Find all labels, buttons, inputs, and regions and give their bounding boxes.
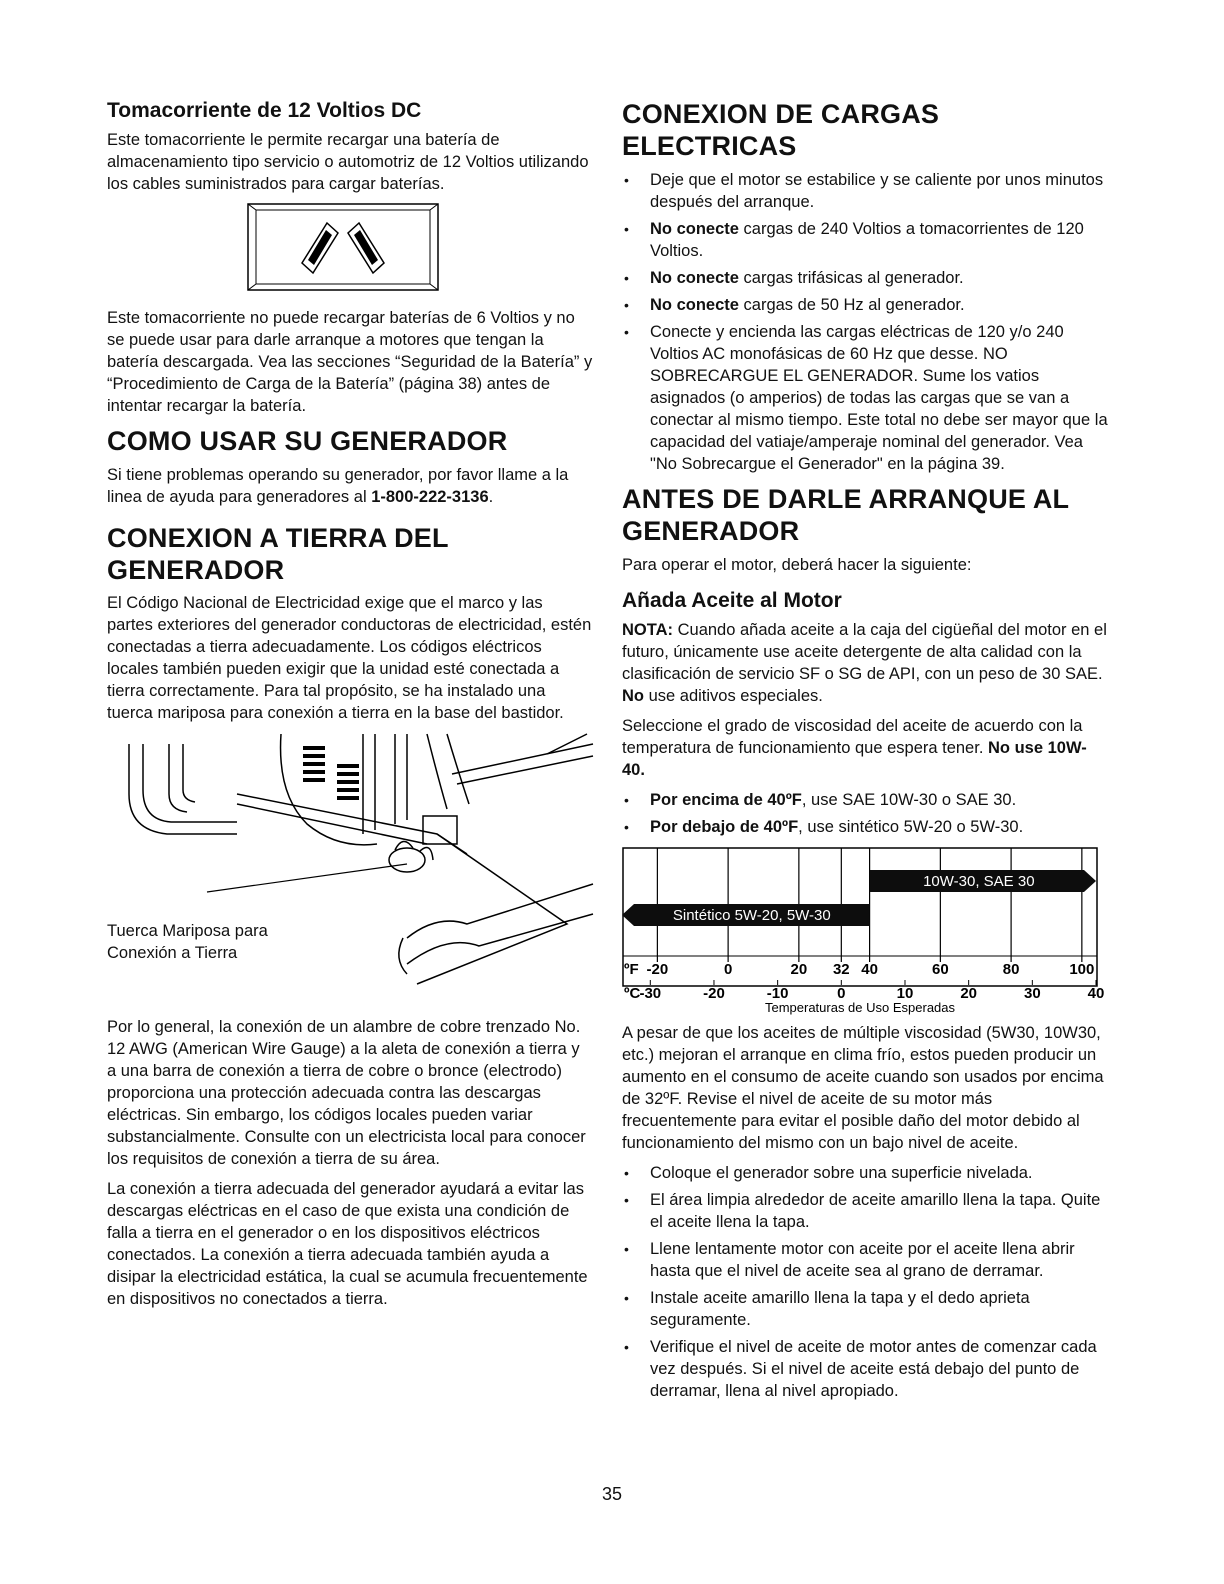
grounding-illustration [107,734,593,1002]
section-title-grounding: CONEXION A TIERRA DEL GENERADOR [107,522,449,585]
grounding-figure-caption: Tuerca Mariposa para Conexión a Tierra [107,922,268,963]
oil-steps-list [622,1162,1108,1402]
paragraph-multi-viscosity: A pesar de que los aceites de múltiple viscosidad (5W30, 10W30, etc.) mejoran el arranque en clima frío, estos pueden producir un aumento en el consumo de aceite cuando son usados por encima de 32ºF. Revise el nivel de aceite de su motor más frecuentemente para evitar el posible daño del motor debido al funcionamiento del mismo con un bajo nivel de aceite. [622,1023,1104,1152]
helpline-phone: 1-800-222-3136 [371,487,489,506]
paragraph-grounding-intro: El Código Nacional de Electricidad exige que el marco y las partes exteriores del generador conductoras de electricidad, estén conectadas a tierra adecuadamente. Los códigos eléctricos locales también pueden exigir que la unidad esté conectada a tierra correctamente. Para tal propósito, se ha instalado una tuerca mariposa para conexión a tierra en la base del bastidor. [107,594,592,723]
fahrenheit-tick-label: 100 [1069,960,1095,978]
celsius-tick-label: -20 [703,984,725,1002]
paragraph-oil-note: NOTA: Cuando añada aceite a la caja del cigüeñal del motor en el futuro, únicamente use aceite detergente de alta calidad con la clasificación de servicio SF o SG de API, con un peso de 30 SAE. No use aditivos especiales. [622,620,1107,705]
list-item: • Coloque el generador sobre una superficie nivelada. [622,1162,1108,1184]
list-item: • El área limpia alrededor de aceite amarillo llena la tapa. Quite el aceite llena la tapa. [622,1189,1108,1233]
paragraph-12v-intro: Este tomacorriente le permite recargar una batería de almacenamiento tipo servicio o automotriz de 12 Voltios utilizando los cables suministrados para cargar baterías. [107,131,589,194]
list-item: • Verifique el nivel de aceite de motor antes de comenzar cada vez después. Si el nivel de aceite está debajo del punto de derramar, llena al nivel apropiado. [622,1336,1108,1402]
oil-viscosity-chart [622,846,1105,1016]
chart-bar-label: Sintético 5W-20, 5W-30 [672,906,831,924]
fahrenheit-tick-label: 60 [932,960,949,978]
fahrenheit-tick-label: -20 [646,960,669,978]
paragraph-12v-limits: Este tomacorriente no puede recargar baterías de 6 Voltios y no se puede usar para darle arranque a motores que tengan la batería descargada. Vea las secciones “Seguridad de la Batería” y “Procedimiento de Carga de la Batería” (página 38) antes de intentar recargar la batería. [107,309,593,416]
fahrenheit-tick-label: 32 [832,960,850,978]
paragraph-grounding-benefits: La conexión a tierra adecuada del generador ayudará a evitar las descargas eléctricas en el caso de que exista una condición de falla a tierra en el generador o en los dispositivos eléctricos conectados. La conexión a tierra adecuada también ayuda a disipar la electricidad estática, la cual se acumula frecuentemente en dispositivos no conectados a tierra. [107,1180,588,1309]
fahrenheit-tick-label: 0 [723,960,733,978]
viscosity-chart-svg [622,846,1105,1016]
celsius-tick-label: -30 [639,984,662,1002]
left-column [107,98,593,1318]
paragraph-grounding-wire: Por lo general, la conexión de un alambre de cobre trenzado No. 12 AWG (American Wire Gauge) a la aleta de conexión a tierra y a una barra de conexión a tierra de cobre o bronce (electrodo) proporciona una protección adecuada contra las descargas eléctricas. Sin embargo, los códigos locales pueden variar substancialmente. Consulte con un electricista local para conocer los requisitos de conexión a tierra de su área. [107,1018,586,1169]
temperature-bullet-list [622,789,1108,838]
paragraph-before-starting: Para operar el motor, deberá hacer la siguiente: [622,555,972,574]
celsius-tick-label: 30 [1023,984,1041,1002]
section-title-add-oil: Añada Aceite al Motor [622,588,842,612]
celsius-tick-label: 10 [896,984,914,1002]
list-item: • No conecte cargas de 50 Hz al generador. [622,294,1108,316]
celsius-tick-label: -10 [766,984,789,1002]
list-item: • Deje que el motor se estabilice y se caliente por unos minutos después del arranque. [622,169,1108,213]
paragraph-viscosity: Seleccione el grado de viscosidad del aceite de acuerdo con la temperatura de funcionamiento que espera tener. No use 10W-40. [622,716,1087,779]
paragraph-helpline: Si tiene problemas operando su generador, por favor llame a la linea de ayuda para generadores al 1-800-222-3136. [107,465,569,506]
list-item: • Instale aceite amarillo llena la tapa y el dedo aprieta seguramente. [622,1287,1108,1331]
list-item: • No conecte cargas trifásicas al generador. [622,267,1108,289]
list-item: • Conecte y encienda las cargas eléctricas de 120 y/o 240 Voltios AC monofásicas de 60 Hz que desse. NO SOBRECARGUE EL GENERADOR. Sume los vatios asignados (o amperios) de todas las cargas que se van a conectar al mismo tiempo. Este total no debe ser mayor que la capacidad del vatiaje/amperaje nominal del generador. Vea "No Sobrecargue el Generador" en la página 39. [622,321,1108,475]
list-item: • No conecte cargas de 240 Voltios a tomacorrientes de 120 Voltios. [622,218,1108,262]
fahrenheit-tick-label: 80 [1002,960,1020,978]
celsius-tick-label: 0 [837,984,846,1002]
loads-bullet-list [622,169,1108,475]
12v-outlet-illustration [247,203,439,295]
chart-bar-label: 10W-30, SAE 30 [923,872,1035,890]
fahrenheit-tick-label: 20 [790,960,808,978]
celsius-tick-label: 20 [960,984,978,1002]
chart-x-axis-title: Temperaturas de Uso Esperadas [764,999,956,1015]
section-title-connecting-loads: CONEXION DE CARGAS ELECTRICAS [622,99,940,162]
list-item: • Llene lentamente motor con aceite por el aceite llena abrir hasta que el nivel de aceite sea al grano de derramar. [622,1238,1108,1282]
celsius-axis-label: ºC [624,984,641,1002]
section-title-before-starting: ANTES DE DARLE ARRANQUE AL GENERADOR [622,483,1069,547]
right-column [622,98,1108,1410]
fahrenheit-tick-label: 40 [861,960,878,978]
fahrenheit-axis-label: ºF [624,960,639,978]
section-title-12v-outlet: Tomacorriente de 12 Voltios DC [107,99,422,122]
list-item: • Por encima de 40ºF, use SAE 10W-30 o SAE 30. [622,789,1108,811]
list-item: • Por debajo de 40ºF, use sintético 5W-20 o 5W-30. [622,816,1108,838]
celsius-tick-label: 40 [1087,984,1105,1002]
page-number: 35 [601,1484,623,1504]
section-title-how-to-use: COMO USAR SU GENERADOR [107,426,508,457]
